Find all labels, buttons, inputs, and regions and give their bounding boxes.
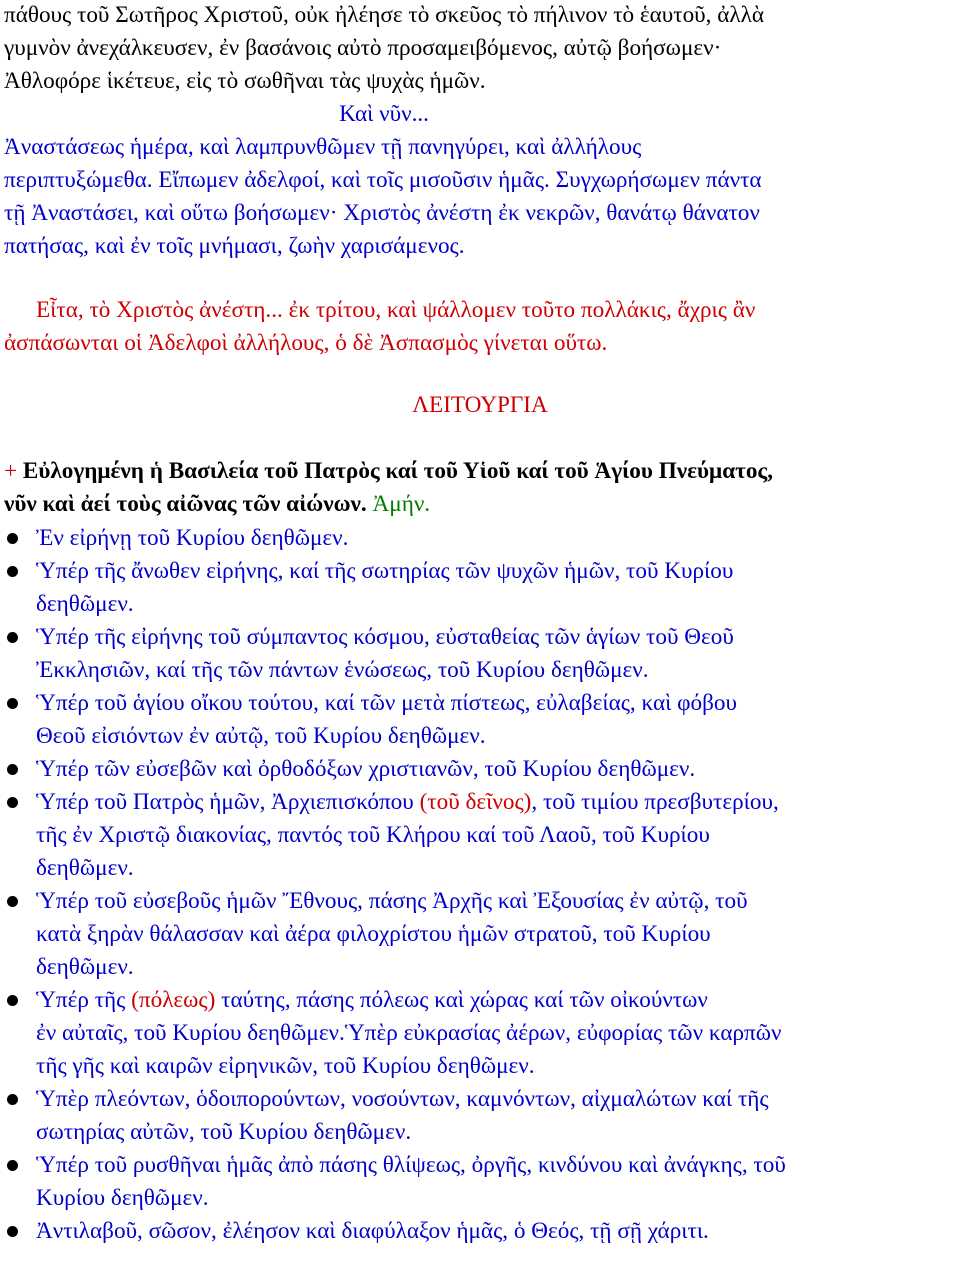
text-line: πάθους τοῦ Σωτῆρος Χριστοῦ, οὐκ ἠλέησε τὸ σκεῦος τὸ πήλινον τὸ ἑαυτοῦ, ἀλλὰ <box>4 2 765 28</box>
list-item: Ὑπέρ τῶν εὐσεβῶν καὶ ὀρθοδόξων χριστιανῶν, τοῦ Κυρίου δεηθῶμεν. <box>4 753 956 786</box>
bullet-icon <box>7 995 18 1006</box>
text-line: Ἀναστάσεως ἡμέρα, καὶ λαμπρυνθῶμεν τῇ πανηγύρει, καὶ ἀλλήλους <box>4 134 642 160</box>
blessing-line: νῦν καὶ ἀεί τοὺς αἰῶνας τῶν αἰώνων. <box>4 491 367 517</box>
bullet-icon <box>7 566 18 577</box>
blessing-line: Εὐλογημένη ἡ Βασιλεία τοῦ Πατρὸς καί τοῦ Υἱοῦ καί τοῦ Ἁγίου Πνεύματος, <box>22 458 773 484</box>
text-line: τῇ Ἀναστάσει, καὶ οὕτω βοήσωμεν· Χριστὸς ἀνέστη ἐκ νεκρῶν, θανάτῳ θάνατον <box>4 200 760 226</box>
list-item: Ὑπέρ τῆς εἰρήνης τοῦ σύμπαντος κόσμου, εὐσταθείας τῶν ἁγίων τοῦ Θεοῦ Ἐκκλησιῶν, καί τῆς τῶν πάντων ἑνώσεως, τοῦ Κυρίου δεηθῶμεν. <box>4 621 956 687</box>
list-item: Ἐν εἰρήνῃ τοῦ Κυρίου δεηθῶμεν. <box>4 522 956 555</box>
rubric-paragraph-cont <box>4 327 607 360</box>
list-item: Ὑπὲρ πλεόντων, ὁδοιπορούντων, νοσούντων, καμνόντων, αἰχμαλώτων καί τῆς σωτηρίας αὐτῶν, τοῦ Κυρίου δεηθῶμεν. <box>4 1083 956 1149</box>
list-item: Ὑπέρ τῆς ἄνωθεν εἰρήνης, καί τῆς σωτηρίας τῶν ψυχῶν ἡμῶν, τοῦ Κυρίου δεηθῶμεν. <box>4 555 956 621</box>
list-item: Ὑπέρ τῆς (πόλεως) ταύτης, πάσης πόλεως καὶ χώρας καί τῶν οἰκούντων ἐν αὐταῖς, τοῦ Κυρίου δεηθῶμεν.Ὑπὲρ εὐκρασίας ἀέρων, εὐφορίας τῶν καρπῶν τῆς γῆς καὶ καιρῶν εἰρηνικῶν, τοῦ Κυρίου δεηθῶμεν. <box>4 984 956 1083</box>
bullet-icon <box>7 1226 18 1237</box>
list-item: Ὑπέρ τοῦ Πατρὸς ἡμῶν, Ἀρχιεπισκόπου (τοῦ δεῖνος), τοῦ τιμίου πρεσβυτερίου, τῆς ἐν Χριστῷ διακονίας, παντός τοῦ Κλήρου καί τοῦ Λαοῦ, τοῦ Κυρίου δεηθῶμεν. <box>4 786 956 885</box>
section-title: ΛΕΙΤΟΥΡΓΙΑ <box>412 392 548 418</box>
rubric-line: Εἶτα, τὸ Χριστὸς ἀνέστη... ἐκ τρίτου, καὶ ψάλλομεν τοῦτο πολλάκις, ἄχρις ἂν <box>36 297 756 323</box>
rubric-line: ἀσπάσωνται οἱ Ἀδελφοὶ ἀλλήλους, ὁ δὲ Ἀσπασμὸς γίνεται οὕτω. <box>4 330 608 356</box>
intro-paragraph <box>4 0 764 263</box>
bullet-icon <box>7 698 18 709</box>
text-line: περιπτυξώμεθα. Εἴπωμεν ἀδελφοί, καὶ τοῖς μισοῦσιν ἡμᾶς. Συγχωρήσωμεν πάντα <box>4 167 762 193</box>
petitions-list <box>4 522 956 1248</box>
amen-response: Ἀμήν. <box>372 491 431 517</box>
cross-icon: + <box>4 458 18 484</box>
list-item: Ὑπέρ τοῦ ἁγίου οἴκου τούτου, καί τῶν μετὰ πίστεως, εὐλαβείας, καὶ φόβου Θεοῦ εἰσιόντων ἐν αὐτῷ, τοῦ Κυρίου δεηθῶμεν. <box>4 687 956 753</box>
list-item: Ὑπέρ τοῦ ρυσθῆναι ἡμᾶς ἀπὸ πάσης θλίψεως, ὀργῆς, κινδύνου καὶ ἀνάγκης, τοῦ Κυρίου δεηθῶμεν. <box>4 1149 956 1215</box>
rubric-paragraph <box>36 294 755 327</box>
rubric-placeholder: (πόλεως) <box>131 987 216 1013</box>
list-item: Ὑπέρ τοῦ εὐσεβοῦς ἡμῶν Ἔθνους, πάσης Ἀρχῆς καὶ Ἐξουσίας ἐν αὐτῷ, τοῦ κατὰ ξηρὰν θάλασσαν καὶ ἀέρα φιλοχρίστου ἡμῶν στρατοῦ, τοῦ Κυρίου δεηθῶμεν. <box>4 885 956 984</box>
bullet-icon <box>7 797 18 808</box>
bullet-icon <box>7 896 18 907</box>
text-line: Ἀθλοφόρε ἱκέτευε, εἰς τὸ σωθῆναι τὰς ψυχὰς ἡμῶν. <box>4 68 486 94</box>
kai-nyn-line: Καὶ νῦν... <box>339 101 429 127</box>
list-item: Ἀντιλαβοῦ, σῶσον, ἐλέησον καὶ διαφύλαξον ἡμᾶς, ὁ Θεός, τῇ σῇ χάριτι. <box>4 1215 956 1248</box>
text-line: γυμνὸν ἀνεχάλκευσεν, ἐν βασάνοις αὐτὸ προσαμειβόμενος, αὐτῷ βοήσωμεν· <box>4 35 722 61</box>
bullet-icon <box>7 533 18 544</box>
rubric-placeholder: (τοῦ δεῖνος) <box>419 789 532 815</box>
bullet-icon <box>7 1094 18 1105</box>
bullet-icon <box>7 764 18 775</box>
text-line: πατήσας, καὶ ἐν τοῖς μνήμασι, ζωὴν χαρισάμενος. <box>4 233 465 259</box>
blessing <box>4 455 773 521</box>
bullet-icon <box>7 632 18 643</box>
bullet-icon <box>7 1160 18 1171</box>
